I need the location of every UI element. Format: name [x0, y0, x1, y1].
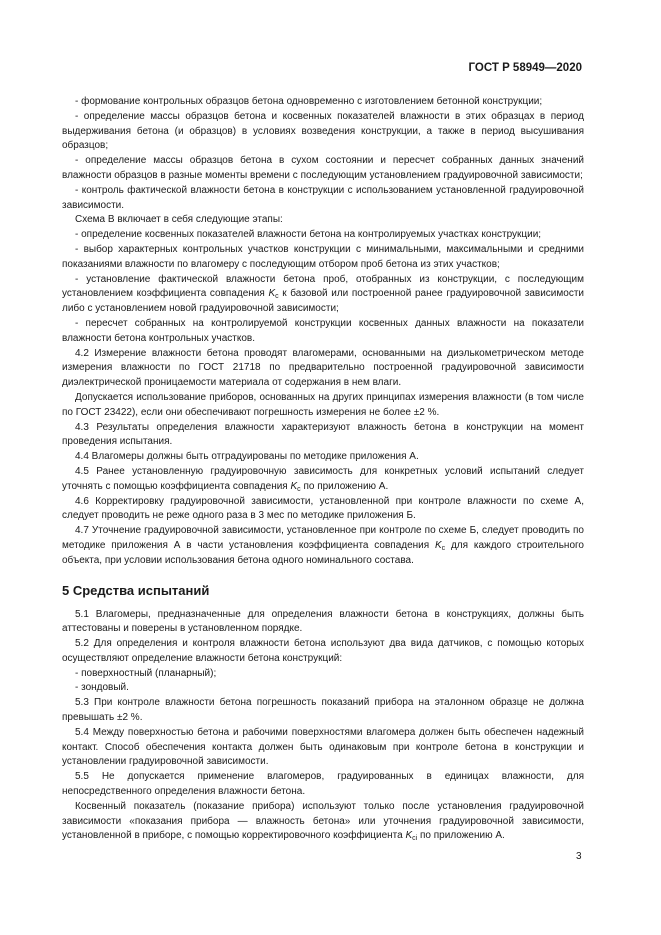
paragraph: 4.3 Результаты определения влажности характеризуют влажность бетона в конструкции на момент проведения испытания.: [62, 421, 584, 448]
paragraph: - пересчет собранных на контролируемой конструкции косвенных данных влажности на показатели влажности бетона контрольных участков.: [62, 317, 584, 344]
paragraph: [62, 800, 584, 844]
paragraph: 4.2 Измерение влажности бетона проводят влагомерами, основанными на диэлькометрическом методе измерения влажности по ГОСТ 21718 по предварительно построенной градуировочной зависимости диэлектрической проницаемости материала от содержания в нем влаги.: [62, 347, 584, 389]
paragraph: 5.2 Для определения и контроля влажности бетона используют два вида датчиков, с помощью которых осуществляют определение влажности бетона конструкций:: [62, 638, 584, 664]
text-run: - установление фактической влажности бетона проб, отобранных из конструкции, с последующим установлением коэффициента совпадения: [62, 273, 584, 300]
paragraph: 4.6 Корректировку градуировочной зависимости, установленной при контроле влажности по схеме А, следует проводить не реже одного раза в 3 мес по методике приложения Б.: [62, 495, 584, 522]
document-body: [62, 95, 584, 844]
coefficient-subscript: c: [275, 293, 279, 301]
text-run: к базовой или построенной ранее градуировочной зависимости либо с установлением новой градуировочной зависимости;: [62, 288, 584, 315]
paragraph: - формование контрольных образцов бетона одновременно с изготовлением бетонной конструкции;: [75, 96, 543, 107]
text-run: по приложению А.: [300, 480, 389, 492]
paragraph: 4.4 Влагомеры должны быть отградуированы по методике приложения А.: [75, 451, 419, 463]
page-number: 3: [576, 851, 582, 862]
paragraph: 5.3 При контроле влажности бетона погрешность показаний прибора на эталонном образце не должна превышать ±2 %.: [62, 697, 584, 724]
coefficient-symbol: K: [268, 288, 276, 300]
paragraph: - зондовый.: [75, 682, 129, 694]
coefficient-symbol: K: [434, 539, 442, 551]
paragraph: Допускается использование приборов, основанных на других принципах измерения влажности (в том числе по ГОСТ 23422), если они обеспечивают погрешность измерения не более ±2 %.: [62, 391, 584, 418]
paragraph: 5.1 Влагомеры, предназначенные для определения влажности бетона в конструкциях, должны быть аттестованы и поверены в установленном порядке.: [62, 608, 584, 635]
paragraph: - выбор характерных контрольных участков конструкции с минимальными, максимальными и средними показаниями влажности по влагомеру с последующим отбором проб бетона из этих участков;: [62, 243, 584, 270]
document-code-header: ГОСТ Р 58949—2020: [468, 62, 582, 74]
paragraph: Схема В включает в себя следующие этапы:: [75, 214, 283, 226]
text-run: по приложению А.: [417, 830, 505, 842]
paragraph: [62, 465, 584, 495]
paragraph: - определение массы образцов бетона и косвенных показателей влажности в этих образцах в период выдерживания бетона (и образцов) в условиях возведения конструкции, а также в период высушивания образцов;: [62, 110, 584, 152]
text-run: 4.7 Уточнение градуировочной зависимости, установленное при контроле по схеме Б, следует проводить по методике приложения А в части установления коэффициента совпадения: [62, 525, 584, 551]
text-run: 4.5 Ранее установленную градуировочную зависимость для конкретных условий испытаний следует уточнять с помощью коэффициента совпадения: [62, 465, 584, 492]
paragraph: - поверхностный (планарный);: [75, 667, 217, 679]
coefficient-symbol: K: [290, 480, 298, 492]
paragraph: [62, 524, 584, 568]
coefficient-subscript: c: [441, 544, 446, 552]
coefficient-subscript: ci: [412, 835, 418, 843]
paragraph: 5.5 Не допускается применение влагомеров, градуированных в единицах влажности, для непосредственного определения влажности бетона.: [62, 771, 584, 798]
coefficient-subscript: c: [297, 485, 301, 493]
paragraph: - определение массы образцов бетона в сухом состоянии и пересчет собранных данных значений влажности образцов в разные моменты времени с последующим установлением градуировочной зависимости;: [62, 155, 584, 181]
coefficient-symbol: K: [405, 830, 413, 842]
paragraph: [62, 273, 584, 317]
paragraph: 5.4 Между поверхностью бетона и рабочими поверхностями влагомера должен быть обеспечен надежный контакт. Способ обеспечения контакта должен быть одинаковым при контроле бетона в конструкции и установлении градуировочной зависимости.: [62, 726, 584, 768]
section-heading: 5 Средства испытаний: [62, 582, 210, 598]
paragraph: - определение косвенных показателей влажности бетона на контролируемых участках конструкции;: [75, 229, 542, 241]
paragraph: - контроль фактической влажности бетона в конструкции с использованием установленной градуировочной зависимости.: [62, 184, 584, 211]
text-run: для каждого строительного объекта, при условии использования бетона одного номинального состава.: [62, 539, 584, 566]
text-run: Косвенный показатель (показание прибора) используют только после установления градуировочной зависимости «показания прибора — влажность бетона» или уточнения градуировочной зависимости, установленной в приборе, с помощью корректировочного коэффициента: [62, 800, 584, 842]
